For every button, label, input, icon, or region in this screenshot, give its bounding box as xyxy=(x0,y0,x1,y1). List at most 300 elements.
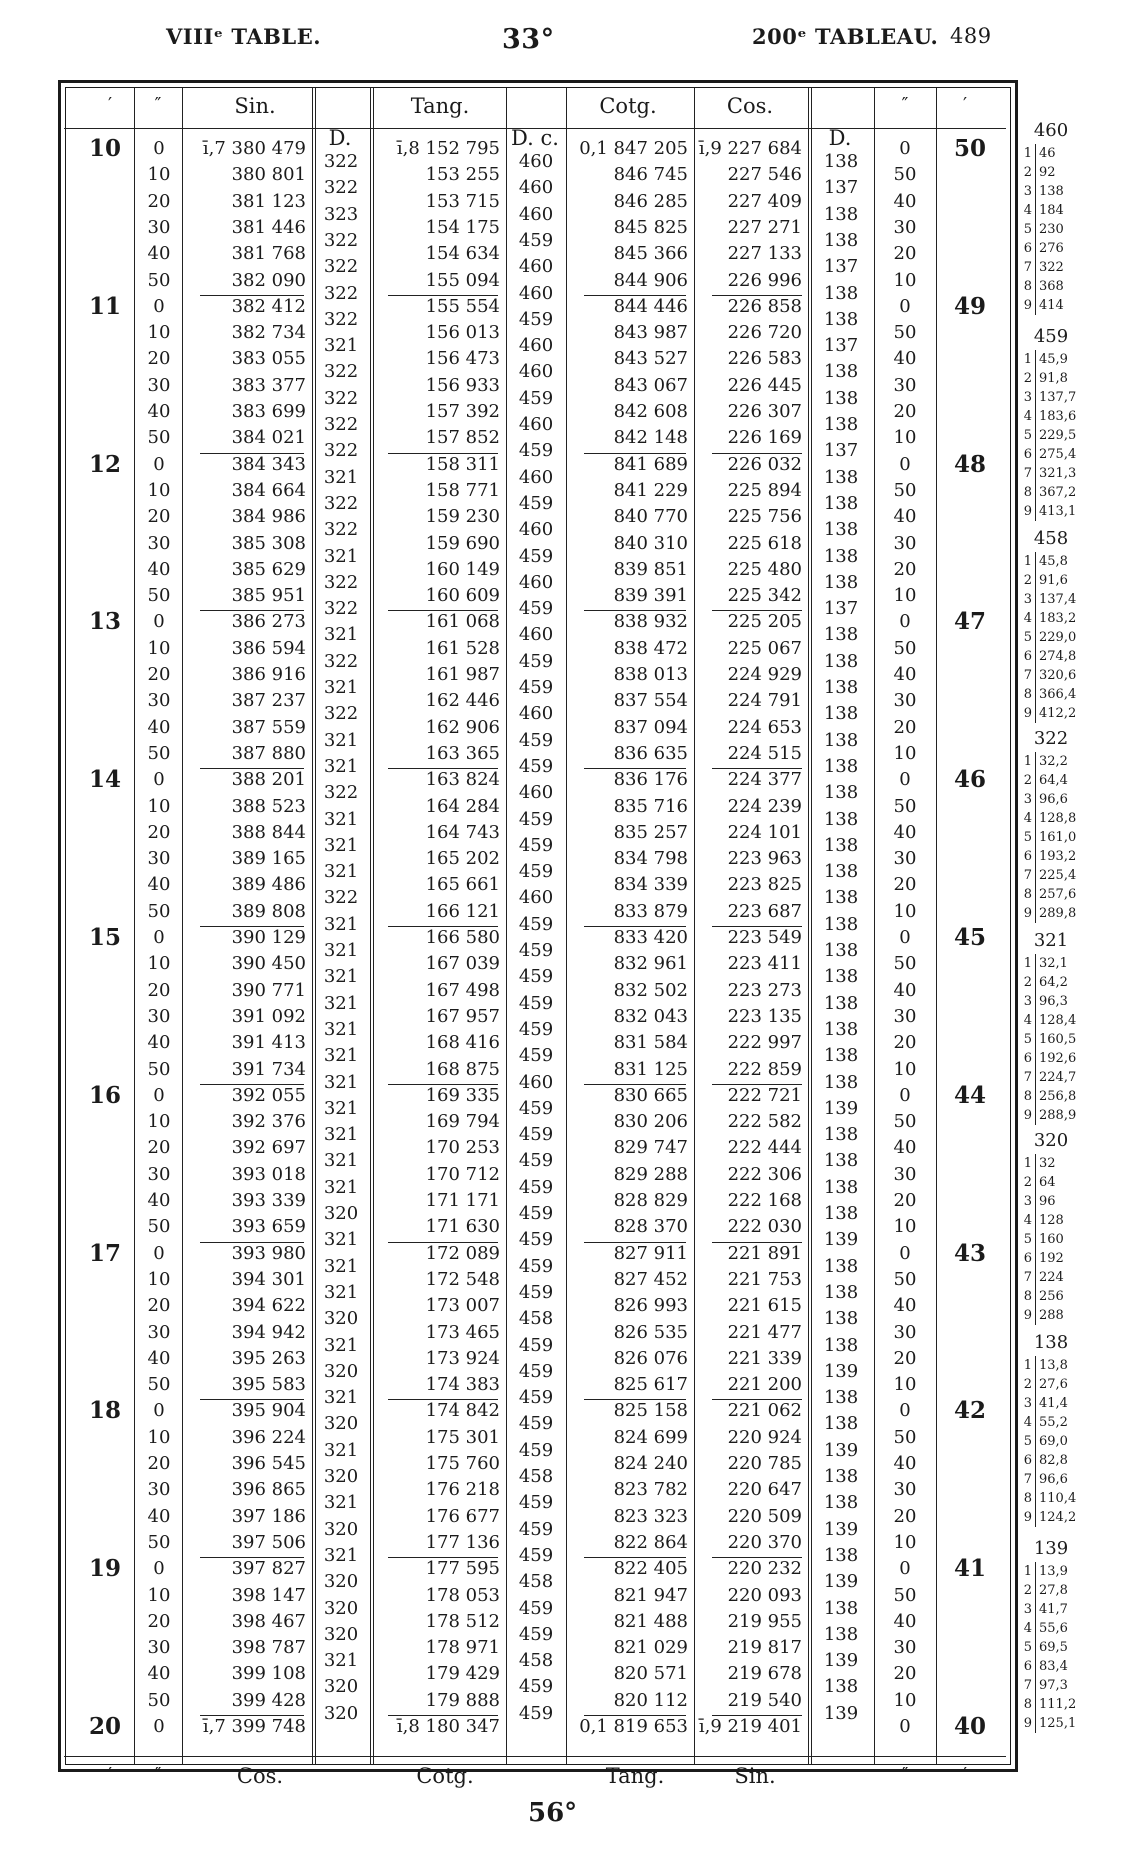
sin-cell: 381 123 xyxy=(231,190,306,212)
side-row-value: 368 xyxy=(1039,279,1064,294)
second-right-cell: 20 xyxy=(893,558,917,580)
cos-cell: 220 370 xyxy=(727,1531,802,1553)
side-row-divider xyxy=(1035,1268,1036,1287)
tang-cell: 154 634 xyxy=(425,243,500,265)
dc-cell: 459 xyxy=(518,492,554,514)
sin-cell: 396 224 xyxy=(231,1426,306,1448)
side-row-value: 69,5 xyxy=(1039,1640,1068,1655)
cotg-cell: 831 584 xyxy=(613,1032,688,1054)
col-dc: D. c. xyxy=(511,126,559,150)
side-row-value: 183,6 xyxy=(1039,409,1077,424)
side-table-row xyxy=(1020,258,1064,277)
d-cos-cell: 139 xyxy=(823,1229,859,1251)
d-sin-cell: 322 xyxy=(323,282,359,304)
side-row-index: 9 xyxy=(1023,298,1032,313)
d-cos-cell: 138 xyxy=(823,1308,859,1330)
tang-cell: 156 933 xyxy=(425,374,500,396)
col-minutes-bottom-right: ′ xyxy=(962,1764,968,1785)
side-row-divider xyxy=(1035,1287,1036,1306)
vline-9 xyxy=(874,88,875,1764)
cos-cell: 222 306 xyxy=(727,1163,802,1185)
dc-cell: 459 xyxy=(518,1544,554,1566)
tang-cell: 167 039 xyxy=(425,953,500,975)
d-sin-cell: 321 xyxy=(323,808,359,830)
sin-cell: 387 880 xyxy=(231,742,306,764)
d-sin-cell: 320 xyxy=(323,1676,359,1698)
minute-separator xyxy=(712,768,802,769)
second-cell: 40 xyxy=(147,1505,171,1527)
dc-cell: 458 xyxy=(518,1571,554,1593)
minute-cell: 16 xyxy=(88,1081,121,1109)
tang-cell: 162 446 xyxy=(425,690,500,712)
minute-separator xyxy=(712,1557,802,1558)
second-cell: 20 xyxy=(147,506,171,528)
sin-cell: 394 301 xyxy=(231,1268,306,1290)
dc-cell: 459 xyxy=(518,650,554,672)
minute-separator xyxy=(584,453,686,454)
dc-cell: 459 xyxy=(518,755,554,777)
second-cell: 40 xyxy=(147,401,171,422)
second-right-cell: 30 xyxy=(893,374,917,396)
cos-cell: 223 687 xyxy=(727,900,802,922)
side-row-divider xyxy=(1035,828,1036,847)
side-table-row xyxy=(1020,1508,1076,1527)
col-minutes-top-right: ′ xyxy=(962,94,968,115)
col-tang-bottom: Tang. xyxy=(605,1764,665,1788)
tang-cell: 171 630 xyxy=(425,1216,500,1238)
side-row-divider xyxy=(1035,1192,1036,1211)
minute-separator xyxy=(200,1715,304,1716)
d-cos-cell: 138 xyxy=(823,466,859,488)
side-row-divider xyxy=(1035,144,1036,163)
tang-cell: ī,8 180 347 xyxy=(396,1716,500,1737)
second-cell: 0 xyxy=(153,295,165,317)
cotg-cell: 840 310 xyxy=(613,532,688,554)
side-table-row xyxy=(1020,1638,1068,1657)
cotg-cell: 820 112 xyxy=(613,1689,688,1711)
d-cos-cell: 138 xyxy=(823,624,859,646)
second-right-cell: 30 xyxy=(893,848,917,870)
minute-separator xyxy=(712,1399,802,1400)
side-table-row xyxy=(1020,350,1068,369)
tang-cell: 159 690 xyxy=(425,532,500,554)
d-sin-cell: 322 xyxy=(323,703,359,725)
sin-cell: 385 629 xyxy=(231,558,306,580)
d-sin-cell: 322 xyxy=(323,440,359,462)
d-sin-cell: 321 xyxy=(323,1650,359,1672)
second-cell: 50 xyxy=(147,1689,171,1711)
sin-cell: 388 844 xyxy=(231,821,306,843)
side-row-value: 138 xyxy=(1039,184,1064,199)
second-right-cell: 20 xyxy=(893,1347,917,1369)
second-right-cell: 40 xyxy=(893,190,917,212)
tang-cell: 164 284 xyxy=(425,795,500,817)
side-row-value: 225,4 xyxy=(1039,868,1077,883)
cotg-cell: 846 745 xyxy=(613,164,688,186)
side-row-index: 1 xyxy=(1023,1564,1032,1579)
dc-cell: 459 xyxy=(518,1229,554,1251)
tang-cell: 177 136 xyxy=(425,1531,500,1553)
minute-cell: 13 xyxy=(88,608,121,636)
cos-cell: 223 273 xyxy=(727,979,802,1001)
dc-cell: 459 xyxy=(518,1518,554,1540)
cotg-cell: 832 502 xyxy=(613,979,688,1001)
minute-right-cell: 42 xyxy=(953,1397,986,1425)
second-cell: 10 xyxy=(147,795,171,817)
sin-cell: 398 147 xyxy=(231,1584,306,1606)
tang-cell: 169 335 xyxy=(425,1084,500,1106)
tang-cell: 160 149 xyxy=(425,558,500,580)
side-row-divider xyxy=(1035,1306,1036,1325)
second-right-cell: 20 xyxy=(893,716,917,738)
side-row-index: 3 xyxy=(1023,994,1032,1009)
d-cos-cell: 138 xyxy=(823,650,859,672)
second-right-cell: 50 xyxy=(893,322,917,344)
d-sin-cell: 322 xyxy=(323,361,359,383)
dc-cell: 459 xyxy=(518,1387,554,1409)
minute-separator xyxy=(388,1715,498,1716)
cotg-cell: 833 420 xyxy=(613,927,688,948)
side-table-row xyxy=(1020,1030,1076,1049)
d-sin-cell: 321 xyxy=(323,1045,359,1067)
side-row-value: 257,6 xyxy=(1039,887,1077,902)
side-row-value: 413,1 xyxy=(1039,504,1077,519)
side-table-row xyxy=(1020,790,1068,809)
side-row-divider xyxy=(1035,1600,1036,1619)
cos-cell: 227 546 xyxy=(727,164,802,186)
cotg-cell: 828 829 xyxy=(613,1190,688,1211)
side-row-value: 274,8 xyxy=(1039,649,1077,664)
second-cell: 0 xyxy=(153,1558,165,1580)
side-row-divider xyxy=(1035,296,1036,315)
side-table-row xyxy=(1020,1676,1068,1695)
col-cotg-bottom: Cotg. xyxy=(416,1764,474,1788)
dc-cell: 459 xyxy=(518,1018,554,1040)
minute-separator xyxy=(712,295,802,296)
side-row-divider xyxy=(1035,277,1036,296)
second-right-cell: 40 xyxy=(893,348,917,370)
side-table-row xyxy=(1020,426,1076,445)
sin-cell: 391 092 xyxy=(231,1005,306,1027)
dc-cell: 458 xyxy=(518,1466,554,1487)
second-cell: 10 xyxy=(147,953,171,975)
d-sin-cell: 321 xyxy=(323,1439,359,1461)
sin-cell: 383 699 xyxy=(231,401,306,422)
side-row-index: 5 xyxy=(1023,630,1032,645)
cotg-cell: 826 535 xyxy=(613,1321,688,1343)
side-table-row xyxy=(1020,954,1068,973)
second-cell: 20 xyxy=(147,1453,171,1474)
d-cos-cell: 138 xyxy=(823,1045,859,1067)
dc-cell: 459 xyxy=(518,387,554,409)
sin-cell: 386 594 xyxy=(231,637,306,659)
side-row-index: 5 xyxy=(1023,1032,1032,1047)
d-sin-cell: 320 xyxy=(323,1308,359,1330)
d-cos-cell: 138 xyxy=(823,414,859,435)
cos-cell: 224 791 xyxy=(727,690,802,712)
d-sin-cell: 322 xyxy=(323,782,359,804)
side-row-index: 9 xyxy=(1023,504,1032,519)
d-cos-cell: 139 xyxy=(823,1360,859,1382)
side-table-title: 138 xyxy=(1033,1332,1069,1353)
d-sin-cell: 321 xyxy=(323,1334,359,1356)
col-cos: Cos. xyxy=(726,94,774,118)
side-row-index: 3 xyxy=(1023,1396,1032,1411)
d-cos-cell: 138 xyxy=(823,782,859,804)
cos-cell: 223 135 xyxy=(727,1005,802,1027)
d-sin-cell: 320 xyxy=(323,1702,359,1724)
side-table-row xyxy=(1020,1087,1076,1106)
d-cos-cell: 138 xyxy=(823,519,859,541)
d-sin-cell: 321 xyxy=(323,861,359,883)
dc-cell: 459 xyxy=(518,940,554,961)
cos-cell: ī,9 219 401 xyxy=(698,1716,802,1737)
cotg-cell: 829 747 xyxy=(613,1137,688,1159)
second-cell: 0 xyxy=(153,1716,165,1737)
second-cell: 50 xyxy=(147,1216,171,1238)
minute-cell: 11 xyxy=(88,292,121,320)
second-right-cell: 50 xyxy=(893,164,917,186)
minute-separator xyxy=(200,768,304,769)
d-cos-cell: 138 xyxy=(823,1203,859,1224)
minute-right-cell: 43 xyxy=(953,1239,986,1267)
second-cell: 0 xyxy=(153,138,165,159)
tang-cell: 175 760 xyxy=(425,1453,500,1474)
d-sin-cell: 320 xyxy=(323,1623,359,1645)
cos-cell: 219 540 xyxy=(727,1689,802,1711)
cotg-cell: 829 288 xyxy=(613,1163,688,1185)
second-right-cell: 20 xyxy=(893,243,917,265)
dc-cell: 459 xyxy=(518,1045,554,1067)
side-row-index: 8 xyxy=(1023,1089,1032,1104)
d-sin-cell: 322 xyxy=(323,387,359,409)
sin-cell: 392 697 xyxy=(231,1137,306,1159)
second-right-cell: 10 xyxy=(893,1216,917,1238)
minute-separator xyxy=(388,768,498,769)
second-cell: 40 xyxy=(147,243,171,265)
side-row-divider xyxy=(1035,483,1036,502)
side-row-divider xyxy=(1035,954,1036,973)
minute-separator xyxy=(584,1715,686,1716)
dc-cell: 458 xyxy=(518,1650,554,1672)
d-cos-cell: 138 xyxy=(823,282,859,304)
side-row-index: 7 xyxy=(1023,668,1032,683)
cos-cell: 220 924 xyxy=(727,1426,802,1448)
d-cos-cell: 138 xyxy=(823,229,859,251)
sin-cell: 399 108 xyxy=(231,1663,306,1685)
d-sin-cell: 321 xyxy=(323,466,359,488)
second-cell: 50 xyxy=(147,900,171,922)
d-cos-cell: 139 xyxy=(823,1439,859,1461)
cotg-cell: 830 206 xyxy=(613,1111,688,1133)
cos-cell: 222 168 xyxy=(727,1190,802,1211)
cotg-cell: 845 366 xyxy=(613,243,688,265)
side-row-index: 7 xyxy=(1023,260,1032,275)
vline-1 xyxy=(134,88,135,1764)
sin-cell: 381 768 xyxy=(231,243,306,265)
second-cell: 40 xyxy=(147,558,171,580)
dc-cell: 460 xyxy=(518,519,554,541)
side-table-row xyxy=(1020,1011,1076,1030)
second-cell: 0 xyxy=(153,769,165,791)
d-sin-cell: 320 xyxy=(323,1597,359,1619)
cotg-cell: 834 798 xyxy=(613,848,688,870)
side-row-divider xyxy=(1035,904,1036,923)
minute-separator xyxy=(200,1242,304,1243)
cotg-cell: 822 864 xyxy=(613,1531,688,1553)
d-sin-cell: 320 xyxy=(323,1518,359,1540)
second-right-cell: 30 xyxy=(893,532,917,554)
cotg-cell: 835 257 xyxy=(613,821,688,843)
side-row-divider xyxy=(1035,1619,1036,1638)
side-table-row xyxy=(1020,1470,1068,1489)
minute-separator xyxy=(584,1399,686,1400)
side-row-divider xyxy=(1035,258,1036,277)
second-right-cell: 0 xyxy=(899,1400,911,1422)
side-row-index: 2 xyxy=(1023,975,1032,990)
tang-cell: ī,8 152 795 xyxy=(396,138,500,159)
cos-cell: 226 307 xyxy=(727,401,802,422)
cos-cell: 226 445 xyxy=(727,374,802,396)
d-cos-cell: 138 xyxy=(823,492,859,514)
col-seconds-top-right: ″ xyxy=(901,94,909,115)
sin-cell: 382 412 xyxy=(231,295,306,317)
dc-cell: 459 xyxy=(518,1281,554,1303)
side-table-row xyxy=(1020,182,1064,201)
cos-cell: 227 271 xyxy=(727,216,802,238)
minute-right-cell: 44 xyxy=(953,1081,986,1109)
second-right-cell: 20 xyxy=(893,401,917,422)
vline-6 xyxy=(566,88,567,1764)
cos-cell: 224 929 xyxy=(727,664,802,685)
minute-separator xyxy=(388,1557,498,1558)
minute-separator xyxy=(388,610,498,611)
cos-cell: 219 817 xyxy=(727,1637,802,1659)
side-row-divider xyxy=(1035,1714,1036,1733)
minute-right-cell: 41 xyxy=(953,1555,986,1583)
side-table-title: 458 xyxy=(1033,528,1069,549)
cos-cell: 226 032 xyxy=(727,453,802,475)
col-d-cos: D. xyxy=(828,126,852,150)
d-cos-cell: 138 xyxy=(823,151,859,172)
dc-cell: 459 xyxy=(518,440,554,462)
side-row-divider xyxy=(1035,866,1036,885)
side-row-value: 256,8 xyxy=(1039,1089,1077,1104)
dc-cell: 460 xyxy=(518,335,554,357)
dc-cell: 460 xyxy=(518,466,554,488)
second-cell: 20 xyxy=(147,664,171,685)
sin-cell: 390 450 xyxy=(231,953,306,975)
d-sin-cell: 321 xyxy=(323,834,359,856)
side-row-index: 8 xyxy=(1023,485,1032,500)
tang-cell: 165 661 xyxy=(425,874,500,896)
d-sin-cell: 322 xyxy=(323,492,359,514)
second-right-cell: 50 xyxy=(893,1268,917,1290)
d-sin-cell: 322 xyxy=(323,414,359,435)
tang-cell: 154 175 xyxy=(425,216,500,238)
cotg-cell: 837 094 xyxy=(613,716,688,738)
d-sin-cell: 320 xyxy=(323,1203,359,1224)
tang-cell: 171 171 xyxy=(425,1190,500,1211)
cos-cell: 219 678 xyxy=(727,1663,802,1685)
minute-separator xyxy=(200,295,304,296)
sin-cell: 396 865 xyxy=(231,1479,306,1501)
minute-cell: 17 xyxy=(88,1239,121,1267)
d-cos-cell: 138 xyxy=(823,1623,859,1645)
side-row-index: 9 xyxy=(1023,906,1032,921)
cotg-cell: 841 229 xyxy=(613,479,688,501)
dc-cell: 459 xyxy=(518,1255,554,1277)
d-cos-cell: 139 xyxy=(823,1097,859,1119)
tang-cell: 162 906 xyxy=(425,716,500,738)
page-number: 489 xyxy=(950,24,992,48)
side-row-divider xyxy=(1035,704,1036,723)
side-table-row xyxy=(1020,1211,1064,1230)
side-row-index: 3 xyxy=(1023,1194,1032,1209)
cotg-cell: 823 782 xyxy=(613,1479,688,1501)
side-table-row xyxy=(1020,201,1064,220)
side-row-index: 2 xyxy=(1023,371,1032,386)
second-cell: 30 xyxy=(147,1479,171,1501)
cotg-cell: 838 932 xyxy=(613,611,688,633)
sin-cell: 393 980 xyxy=(231,1242,306,1264)
dc-cell: 459 xyxy=(518,1124,554,1146)
side-row-value: 32 xyxy=(1039,1156,1056,1171)
side-row-divider xyxy=(1035,771,1036,790)
side-row-value: 192 xyxy=(1039,1251,1064,1266)
dc-cell: 460 xyxy=(518,256,554,278)
cotg-cell: 824 240 xyxy=(613,1453,688,1474)
side-table-row xyxy=(1020,277,1064,296)
side-row-value: 230 xyxy=(1039,222,1064,237)
side-row-divider xyxy=(1035,571,1036,590)
side-row-divider xyxy=(1035,628,1036,647)
side-table-row xyxy=(1020,464,1076,483)
side-row-index: 5 xyxy=(1023,222,1032,237)
side-row-value: 91,8 xyxy=(1039,371,1068,386)
side-row-value: 412,2 xyxy=(1039,706,1077,721)
cos-cell: 223 825 xyxy=(727,874,802,896)
side-row-divider xyxy=(1035,350,1036,369)
cotg-cell: 844 446 xyxy=(613,295,688,317)
d-cos-cell: 138 xyxy=(823,1492,859,1514)
tang-cell: 166 121 xyxy=(425,900,500,922)
side-row-value: 137,4 xyxy=(1039,592,1077,607)
dc-cell: 459 xyxy=(518,1360,554,1382)
d-cos-cell: 138 xyxy=(823,1466,859,1487)
minute-separator xyxy=(388,295,498,296)
d-cos-cell: 138 xyxy=(823,992,859,1014)
cotg-cell: 825 158 xyxy=(613,1400,688,1422)
dc-cell: 459 xyxy=(518,729,554,751)
d-cos-cell: 138 xyxy=(823,887,859,909)
d-sin-cell: 322 xyxy=(323,229,359,251)
side-table-row xyxy=(1020,1192,1056,1211)
tang-cell: 175 301 xyxy=(425,1426,500,1448)
tang-cell: 170 253 xyxy=(425,1137,500,1159)
tang-cell: 179 888 xyxy=(425,1689,500,1711)
side-row-index: 5 xyxy=(1023,1434,1032,1449)
d-cos-cell: 138 xyxy=(823,1255,859,1277)
dc-cell: 459 xyxy=(518,1176,554,1198)
cotg-cell: 844 906 xyxy=(613,269,688,291)
side-row-value: 275,4 xyxy=(1039,447,1077,462)
cotg-cell: 831 125 xyxy=(613,1058,688,1080)
side-table-title: 321 xyxy=(1033,930,1069,951)
cos-cell: 225 894 xyxy=(727,479,802,501)
side-table-row xyxy=(1020,752,1068,771)
cotg-cell: 822 405 xyxy=(613,1558,688,1580)
